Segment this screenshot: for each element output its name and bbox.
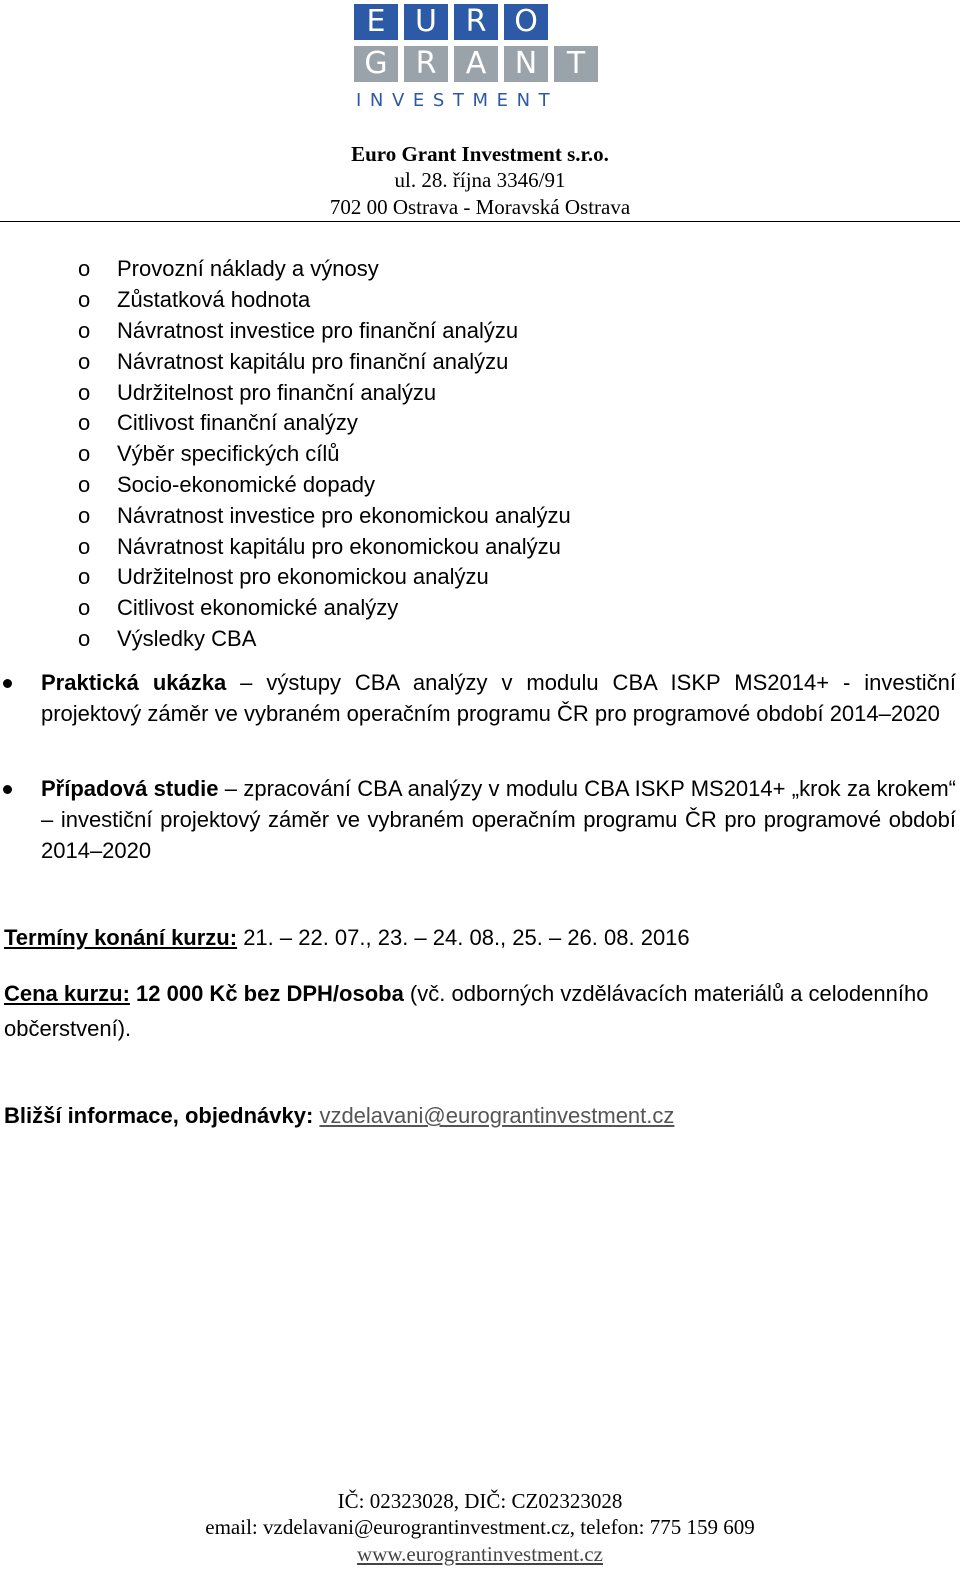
- list-marker: o: [78, 502, 91, 528]
- list-item: [78, 346, 571, 377]
- list-item-text: Provozní náklady a výnosy: [117, 256, 379, 282]
- list-item-text: Socio-ekonomické dopady: [117, 471, 376, 497]
- bullet-body: – výstupy CBA analýzy v modulu CBA ISKP MS2014+ - investiční projektový záměr ve vybraném operačním programu ČR pro programové období 2014–2020: [41, 670, 957, 726]
- logo-tile: O: [504, 4, 548, 40]
- list-marker: o: [78, 471, 91, 497]
- list-marker: o: [78, 533, 91, 559]
- list-marker: o: [78, 287, 91, 313]
- list-item: [78, 531, 571, 562]
- list-item: [78, 408, 571, 439]
- bullet-dot-icon: [3, 679, 12, 688]
- company-street: ul. 28. října 3346/91: [394, 168, 566, 192]
- contact-email-link[interactable]: vzdelavani@eurograntinvestment.cz: [319, 1103, 675, 1128]
- list-marker: o: [78, 317, 91, 343]
- logo-tile: N: [504, 46, 548, 82]
- course-price-value: 12 000 Kč bez DPH/osoba: [129, 981, 404, 1006]
- list-marker: o: [78, 348, 91, 374]
- logo-row-grant: [354, 46, 604, 82]
- list-marker: o: [78, 441, 91, 467]
- logo-tile: A: [454, 46, 498, 82]
- bullet-title: Praktická ukázka: [41, 670, 227, 695]
- list-item-text: Citlivost finanční analýzy: [117, 410, 358, 436]
- course-dates-value: 21. – 22. 07., 23. – 24. 08., 25. – 26. 08. 2016: [237, 925, 690, 950]
- list-item: [78, 377, 571, 408]
- list-item: [78, 470, 571, 501]
- logo-tile: T: [554, 46, 598, 82]
- list-marker: o: [78, 564, 91, 590]
- list-item-text: Citlivost ekonomické analýzy: [117, 595, 399, 621]
- logo-row-euro: [354, 4, 604, 40]
- bullet-case-study: [0, 773, 956, 866]
- bullet-text: [41, 773, 956, 866]
- list-item-text: Udržitelnost pro ekonomickou analýzu: [117, 564, 489, 590]
- logo-tile: R: [454, 4, 498, 40]
- list-marker: o: [78, 256, 91, 282]
- list-item-text: Návratnost investice pro ekonomickou analýzu: [117, 502, 571, 528]
- topic-sublist: [78, 254, 571, 654]
- list-item-text: Udržitelnost pro finanční analýzu: [117, 379, 437, 405]
- list-item: [78, 500, 571, 531]
- footer-contact: email: vzdelavani@eurograntinvestment.cz, telefon: 775 159 609: [205, 1515, 755, 1539]
- bullet-dot-icon: [3, 785, 12, 794]
- logo-tile: E: [354, 4, 398, 40]
- list-item: [78, 562, 571, 593]
- list-item: [78, 285, 571, 316]
- list-marker: o: [78, 379, 91, 405]
- list-item: [78, 254, 571, 285]
- header-divider: [0, 221, 960, 222]
- bullet-body: – zpracování CBA analýzy v modulu CBA ISKP MS2014+ „krok za krokem“ – investiční projektový záměr ve vybraném operačním programu ČR pro programové období 2014–2020: [41, 776, 956, 863]
- contact-info-label: Bližší informace, objednávky:: [4, 1103, 314, 1128]
- logo-tile: R: [404, 46, 448, 82]
- list-item-text: Výběr specifických cílů: [117, 441, 340, 467]
- list-item-text: Zůstatková hodnota: [117, 287, 311, 313]
- logo-subtitle: INVESTMENT: [356, 90, 559, 111]
- footer-company-ids: IČ: 02323028, DIČ: CZ02323028: [337, 1489, 623, 1513]
- list-item-text: Návratnost kapitálu pro ekonomickou analýzu: [117, 533, 561, 559]
- list-marker: o: [78, 595, 91, 621]
- contact-info: [4, 1098, 956, 1133]
- course-price: [4, 976, 956, 1046]
- bullet-text: [41, 667, 956, 729]
- company-logo: [354, 4, 604, 111]
- bullet-title: Případová studie: [41, 776, 219, 801]
- course-dates: [4, 920, 956, 955]
- list-item: [78, 593, 571, 624]
- company-name: Euro Grant Investment s.r.o.: [351, 142, 609, 166]
- course-price-label: Cena kurzu:: [4, 981, 130, 1006]
- list-item-text: Návratnost investice pro finanční analýzu: [117, 317, 519, 343]
- bullet-practical-demo: [0, 667, 956, 729]
- logo-tile: U: [404, 4, 448, 40]
- footer-website-link[interactable]: www.eurograntinvestment.cz: [357, 1542, 603, 1566]
- course-price-note: (vč. odborných vzdělávacích materiálů a celodenního občerstvení).: [4, 981, 929, 1041]
- list-item-text: Návratnost kapitálu pro finanční analýzu: [117, 348, 509, 374]
- list-item-text: Výsledky CBA: [117, 625, 257, 651]
- list-marker: o: [78, 410, 91, 436]
- logo-tile: G: [354, 46, 398, 82]
- list-marker: o: [78, 625, 91, 651]
- company-city: 702 00 Ostrava - Moravská Ostrava: [329, 195, 631, 219]
- course-dates-label: Termíny konání kurzu:: [4, 925, 238, 950]
- list-item: [78, 316, 571, 347]
- list-item: [78, 624, 571, 655]
- list-item: [78, 439, 571, 470]
